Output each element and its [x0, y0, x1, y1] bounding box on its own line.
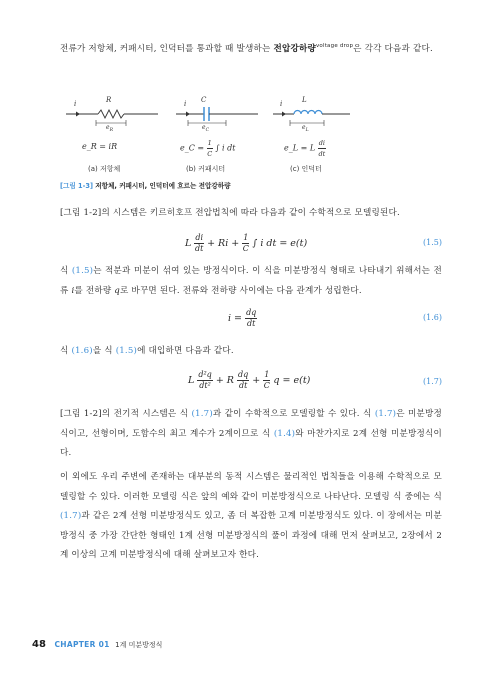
ref-eq-1-7[interactable]: (1.7)	[191, 409, 213, 419]
intro-text-end: 은 각각 다음과 같다.	[353, 44, 433, 54]
capacitor-caption: (b) 커패시터	[186, 165, 226, 173]
resistor-formula: e_R = iR	[82, 142, 118, 151]
equation-number-1-6: (1.6)	[423, 313, 442, 322]
paragraph-dynamic-systems: 이 외에도 우리 주변에 존재하는 대부분의 동적 시스템은 물리적인 법칙들을 이용해 수학적으로 모델링할 수 있다. 이러한 모델링 식은 앞의 예와 같이 미분방정식으로 나타난다. 모델링 식 중에는 식 (1.7)과 같은 2계 선형 미분방정식도 있고, 좀 더 복잡한 고계 미분방정식도 있다. 이 장에서는 미분방정식 중 가장 간단한 형태인 1계 선형 미분방정식의 풀이 과정에 대해 먼저 살펴보고, 2장에서 2계 이상의 고계 미분방정식에 대해 살펴보고자 한다.	[60, 472, 442, 560]
resistor-caption: (a) 저항체	[88, 165, 121, 173]
figure-caption	[60, 180, 231, 190]
inductor-voltage-label: $e_L$	[302, 124, 309, 134]
figure-caption-text: 저항체, 커패시터, 인덕터에 흐르는 전압강하량	[95, 182, 231, 190]
resistor-voltage-label: $e_R$	[106, 124, 113, 134]
term-superscript: voltage drop	[315, 43, 354, 50]
ref-eq-1-7-c[interactable]: (1.7)	[60, 511, 82, 521]
capacitor-label: C	[201, 96, 207, 104]
capacitor-current-label: i	[184, 100, 187, 108]
capacitor-symbol	[176, 107, 258, 126]
page-footer	[32, 639, 162, 650]
ref-eq-1-5[interactable]: (1.5)	[71, 266, 94, 276]
ref-eq-1-7-b[interactable]: (1.7)	[374, 409, 397, 419]
ref-eq-1-5-b[interactable]: (1.5)	[115, 346, 138, 356]
chapter-title: 1계 미분방정식	[115, 641, 163, 649]
inductor-symbol	[273, 111, 350, 127]
equation-1-7-body: L $\frac{\text{d²q}}{\text{dt²}}$ + R $\frac{dq}{dt}$ + $\frac{1}{C}$ q = e(t)	[188, 370, 311, 390]
ref-eq-1-6[interactable]: (1.6)	[71, 346, 93, 356]
capacitor-formula: e_C = $\frac{1}{C}$ ∫ i dt	[180, 139, 236, 158]
inductor-label: L	[302, 96, 307, 104]
paragraph-insert: 식 (1.6)을 식 (1.5)에 대입하면 다음과 같다.	[60, 346, 234, 356]
ref-eq-1-4[interactable]: (1.4)	[273, 428, 296, 439]
inductor-current-label: i	[280, 100, 283, 108]
paragraph-substitution: 식 (1.5)는 적분과 미분이 섞여 있는 방정식이다. 이 식을 미분방정식 형태로 나타내기 위해서는 전류 i를 전하량 q로 바꾸면 된다. 전류와 전하량 사이에는 다음 관계가 성립한다.	[60, 266, 443, 296]
equation-1-5-body: L $\frac{di}{dt}$ + Ri + $\frac{1}{C}$ ∫ i dt = e(t)	[185, 233, 308, 253]
bold-term: 전압강하량	[273, 44, 316, 54]
equation-1-7	[60, 370, 442, 400]
figure-caption-number: [그림 1-3]	[60, 182, 93, 190]
equation-1-5	[60, 231, 442, 261]
intro-paragraph	[60, 40, 442, 60]
equation-1-6-body: i = $\frac{dq}{dt}$	[228, 308, 257, 328]
equation-number-1-5: (1.5)	[423, 238, 442, 247]
inductor-formula: e_L = L $\frac{di}{dt}$	[284, 139, 326, 158]
page-number: 48	[32, 639, 46, 650]
paragraph-kirchhoff: [그림 1-2]의 시스템은 키르히호프 전압법칙에 따라 다음과 같이 수학적으로 모델링된다.	[60, 208, 400, 218]
intro-text: 전류가 저항체, 커패시터, 인덕터를 통과할 때 발생하는	[60, 44, 271, 54]
equation-1-6	[60, 306, 442, 336]
capacitor-voltage-label: $e_C$	[202, 124, 210, 134]
paragraph-electrical-system: [그림 1-2]의 전기적 시스템은 식 (1.7)과 같이 수학적으로 모델링할 수 있다. 식 (1.7)은 미분방정식이고, 선형이며, 도함수의 최고 계수가 2계이므로 식 (1.4)와 마찬가지로 2계 선형 미분방정식이다.	[60, 409, 443, 458]
resistor-label: R	[106, 96, 112, 104]
inductor-caption: (c) 인덕터	[290, 165, 322, 173]
resistor-current-label: i	[74, 100, 77, 108]
equation-number-1-7: (1.7)	[423, 377, 442, 386]
chapter-label: CHAPTER 01	[54, 640, 110, 649]
